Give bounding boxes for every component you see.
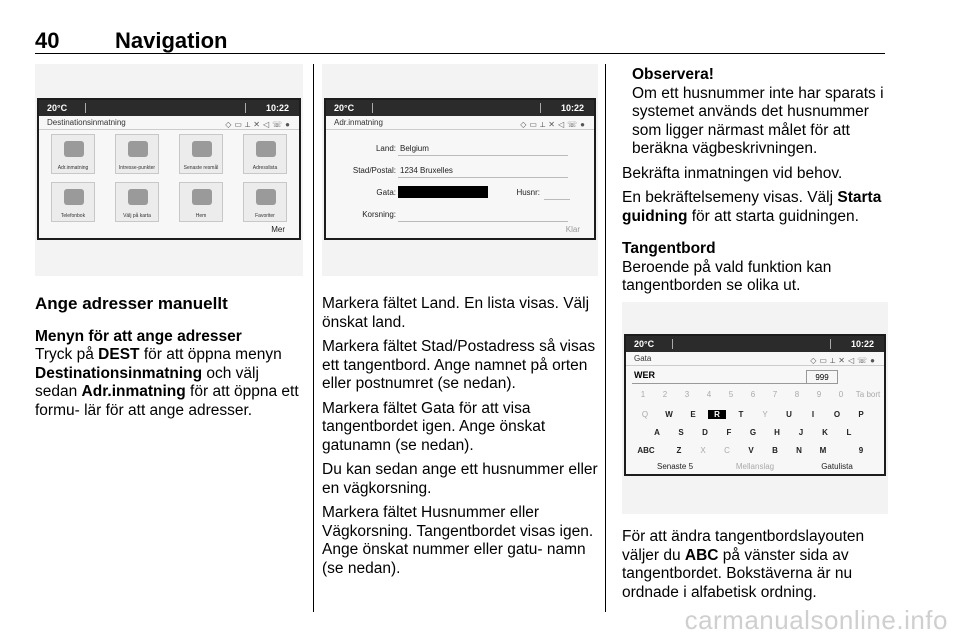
section-title: Navigation — [115, 28, 228, 53]
tile-address-book[interactable]: Adresslista — [243, 134, 287, 174]
status-bar — [326, 100, 594, 116]
key-letter[interactable]: T — [738, 410, 744, 419]
key-digit[interactable]: 8 — [794, 390, 800, 399]
status-bar — [626, 336, 884, 352]
key-letter[interactable]: J — [798, 428, 804, 437]
key-letter[interactable]: E — [690, 410, 696, 419]
more-button[interactable]: Mer — [271, 225, 285, 234]
key-letter-selected[interactable]: R — [708, 410, 726, 419]
map-icon — [64, 141, 84, 157]
tile-select-on-map[interactable]: Välj på karta — [115, 182, 159, 222]
tile-address-entry[interactable]: Adr.inmatning — [51, 134, 95, 174]
figure-keyboard — [622, 302, 888, 514]
key-letter[interactable]: D — [702, 428, 708, 437]
key-letter[interactable]: X — [700, 446, 706, 455]
space-button[interactable]: Mellanslag — [735, 462, 775, 471]
para-confirm: Bekräfta inmatningen vid behov. — [622, 164, 843, 182]
key-letter[interactable]: A — [654, 428, 660, 437]
recent-5-button[interactable]: Senaste 5 — [656, 462, 694, 471]
result-count: 999 — [806, 370, 838, 384]
column-divider-1 — [313, 64, 314, 612]
para-land: Markera fältet Land. En lista visas. Välj önskat land. — [322, 295, 590, 331]
tile-home[interactable]: Hem — [179, 182, 223, 222]
key-letter[interactable]: C — [724, 446, 730, 455]
book-icon — [256, 141, 276, 157]
clock: 10:22 — [560, 103, 584, 113]
key-letter[interactable]: O — [833, 410, 841, 419]
status-bar — [39, 100, 299, 116]
subheading-address-menu: Menyn för att ange adresser — [35, 327, 242, 345]
figure-destination-menu — [35, 64, 303, 276]
page-number: 40 — [35, 28, 60, 53]
home-icon — [192, 189, 212, 205]
poi-icon — [128, 141, 148, 157]
note-body: Om ett husnummer inte har sparats i systemet används det husnummer som ligger närmast målet för att beräkna vägbeskrivningen. — [632, 84, 884, 157]
column-divider-2 — [605, 64, 606, 612]
delete-key[interactable]: Ta bort — [855, 390, 881, 399]
temperature: 20°C — [334, 103, 355, 113]
tile-recent[interactable]: Senaste resmål — [179, 134, 223, 174]
screen-destination-menu — [37, 98, 301, 240]
field-house-number[interactable]: Husnr: — [516, 188, 540, 197]
key-letter[interactable]: 9 — [858, 446, 864, 455]
para-start-guidance: En bekräftelsemeny visas. Välj Starta guidning för att starta guidningen. — [622, 189, 882, 225]
keyboard-input[interactable]: WER — [632, 370, 812, 384]
note-block — [622, 66, 890, 159]
screen-title: Adr.inmatning — [334, 118, 383, 127]
key-letter[interactable]: H — [774, 428, 780, 437]
temperature: 20°C — [47, 103, 68, 113]
key-letter[interactable]: W — [665, 410, 673, 419]
street-list-button[interactable]: Gatulista — [821, 462, 853, 471]
para-house-number: Du kan sedan ange ett husnummer eller en vägkorsning. — [322, 461, 598, 497]
key-letter[interactable]: I — [811, 410, 815, 419]
temperature: 20°C — [634, 339, 655, 349]
screen-title: Destinationsinmatning — [47, 118, 126, 127]
key-digit[interactable]: 4 — [706, 390, 712, 399]
column-3 — [622, 66, 890, 302]
figure-address-form — [322, 64, 598, 276]
para-street: Markera fältet Gata för att visa tangentbordet igen. Ange önskat gatunamn (se nedan). — [322, 399, 546, 454]
para-abc-layout: För att ändra tangentbordslayouten väljer du ABC på vänster sida av tangentbordet. Bokstäverna är nu ordnade i alfabetisk ordning. — [622, 528, 865, 601]
key-digit[interactable]: 5 — [728, 390, 734, 399]
key-letter[interactable]: B — [772, 446, 778, 455]
para-open-form: Tryck på DEST för att öppna menyn Destinationsinmatning och välj sedan Adr.inmatning för att öppna ett formu- lär för att ange adresser. — [35, 346, 299, 419]
para-city: Markera fältet Stad/Postadress så visas ett tangentbord. Ange namnet på orten eller postnumret (se nedan). — [322, 338, 596, 392]
screen-address-form: 20°C 10:22 Adr.inmatning ◇▭⟂✕◁☏● Land: Belgium Stad/Postal: 1234 Bruxelles Gata: Husnr: Korsning: Klar — [324, 98, 596, 240]
star-icon — [256, 189, 276, 205]
abc-key[interactable]: ABC — [637, 446, 655, 455]
heading-keyboard: Tangentbord — [622, 240, 716, 257]
key-digit[interactable]: 3 — [684, 390, 690, 399]
key-digit[interactable]: 0 — [838, 390, 844, 399]
key-digit[interactable]: 9 — [816, 390, 822, 399]
street-input-highlight — [398, 186, 488, 198]
tile-favourites[interactable]: Favoriter — [243, 182, 287, 222]
key-digit[interactable]: 7 — [772, 390, 778, 399]
status-icons: ◇▭⟂✕◁☏● — [520, 120, 588, 129]
clock: 10:22 — [265, 103, 289, 113]
key-letter[interactable]: U — [786, 410, 792, 419]
key-letter[interactable]: V — [748, 446, 754, 455]
map-pin-icon — [128, 189, 148, 205]
para-junction: Markera fältet Husnummer eller Vägkorsning. Tangentbordet visas igen. Ange önskat nummer eller gatu- namn (se nedan). — [322, 504, 594, 577]
key-digit[interactable]: 2 — [662, 390, 668, 399]
column-3-bottom — [622, 528, 890, 608]
heading-manual-entry: Ange adresser manuellt — [35, 294, 228, 313]
para-keyboard: Beroende på vald funktion kan tangentborden se olika ut. — [622, 258, 832, 294]
status-icons: ◇▭⟂✕◁☏● — [225, 120, 293, 129]
key-letter[interactable]: Q — [641, 410, 649, 419]
watermark: carmanualsonline.info — [684, 605, 948, 635]
column-1 — [35, 295, 305, 426]
key-letter[interactable]: P — [858, 410, 864, 419]
status-icons: ◇▭⟂✕◁☏● — [810, 356, 878, 365]
column-2 — [322, 295, 602, 584]
key-letter[interactable]: F — [726, 428, 732, 437]
key-letter[interactable]: G — [749, 428, 757, 437]
key-letter[interactable]: M — [819, 446, 827, 455]
done-button[interactable]: Klar — [565, 225, 580, 234]
key-letter[interactable]: Z — [676, 446, 682, 455]
key-digit[interactable]: 6 — [750, 390, 756, 399]
key-letter[interactable]: S — [678, 428, 684, 437]
screen-keyboard — [624, 334, 886, 476]
note-title: Observera! — [632, 66, 714, 83]
recent-icon — [192, 141, 212, 157]
tile-poi[interactable]: Intresse-punkter — [115, 134, 159, 174]
key-letter[interactable]: L — [846, 428, 852, 437]
clock: 10:22 — [850, 339, 874, 349]
key-letter[interactable]: K — [822, 428, 828, 437]
key-digit[interactable]: 1 — [640, 390, 646, 399]
tile-phonebook[interactable]: Telefonbok — [51, 182, 95, 222]
page-header — [35, 28, 885, 54]
key-letter[interactable]: Y — [762, 410, 768, 419]
phone-icon — [64, 189, 84, 205]
screen-title: Gata — [634, 354, 652, 363]
key-letter[interactable]: N — [796, 446, 802, 455]
